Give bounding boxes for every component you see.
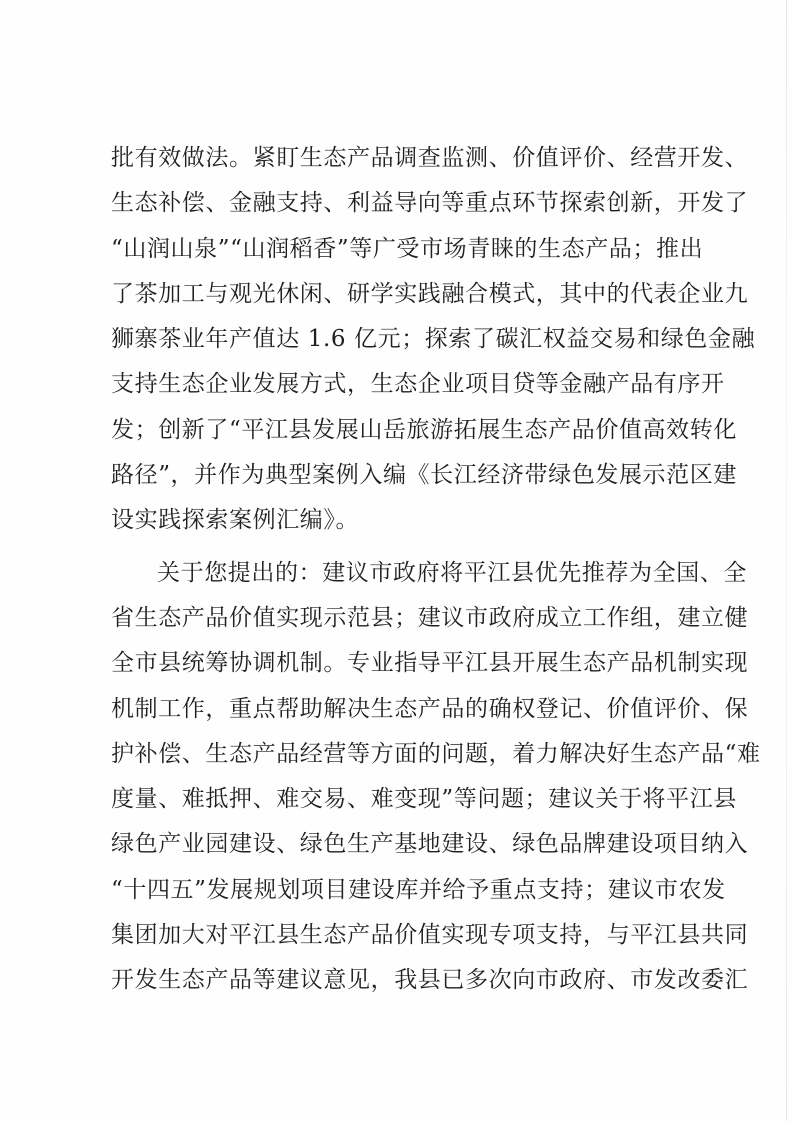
text-line: 机制工作，重点帮助解决生态产品的确权登记、价值评价、保 [111, 695, 749, 722]
text-line: 集团加大对平江县生态产品价值实现专项支持，与平江县共同 [111, 922, 749, 949]
document-body [111, 136, 761, 1004]
text-line: 设实践探索案例汇编》。 [111, 507, 360, 534]
text-line: 护补偿、生态产品经营等方面的问题，着力解决好生态产品“难 [111, 740, 761, 767]
scan-edge-shadow [786, 0, 787, 1121]
text-line: 关于您提出的：建议市政府将平江县优先推荐为全国、全 [157, 559, 747, 586]
paragraph-2 [111, 551, 761, 1004]
text-line: 支持生态企业发展方式，生态企业项目贷等金融产品有序开 [111, 371, 725, 398]
text-line: 绿色产业园建设、绿色生产基地建设、绿色品牌建设项目纳入 [111, 831, 749, 858]
paragraph-1 [111, 136, 756, 544]
text-line: “山润山泉”“山润稻香”等广受市场青睐的生态产品；推出 [111, 235, 704, 262]
text-line: 路径”，并作为典型案例入编《长江经济带绿色发展示范区建 [111, 462, 737, 489]
text-line: 批有效做法。紧盯生态产品调查监测、价值评价、经营开发、 [111, 145, 749, 171]
text-line: 全市县统筹协调机制。专业指导平江县开展生态产品机制实现 [111, 650, 749, 677]
text-line: 生态补偿、金融支持、利益导向等重点环节探索创新，开发了 [111, 190, 749, 217]
text-line: 省生态产品价值实现示范县；建议市政府成立工作组，建立健 [111, 604, 749, 631]
text-line: 开发生态产品等建议意见，我县已多次向市政府、市发改委汇 [111, 967, 749, 994]
text-line: 狮寨茶业年产值达 1.6 亿元；探索了碳汇权益交易和绿色金融 [111, 326, 756, 353]
text-line: 度量、难抵押、难交易、难变现”等问题；建议关于将平江县 [111, 786, 737, 813]
text-line: 了茶加工与观光休闲、研学实践融合模式，其中的代表企业九 [111, 280, 749, 307]
text-line: 发；创新了“平江县发展山岳旅游拓展生态产品价值高效转化 [111, 416, 737, 443]
text-line: “十四五”发展规划项目建设库并给予重点支持；建议市农发 [111, 876, 726, 903]
